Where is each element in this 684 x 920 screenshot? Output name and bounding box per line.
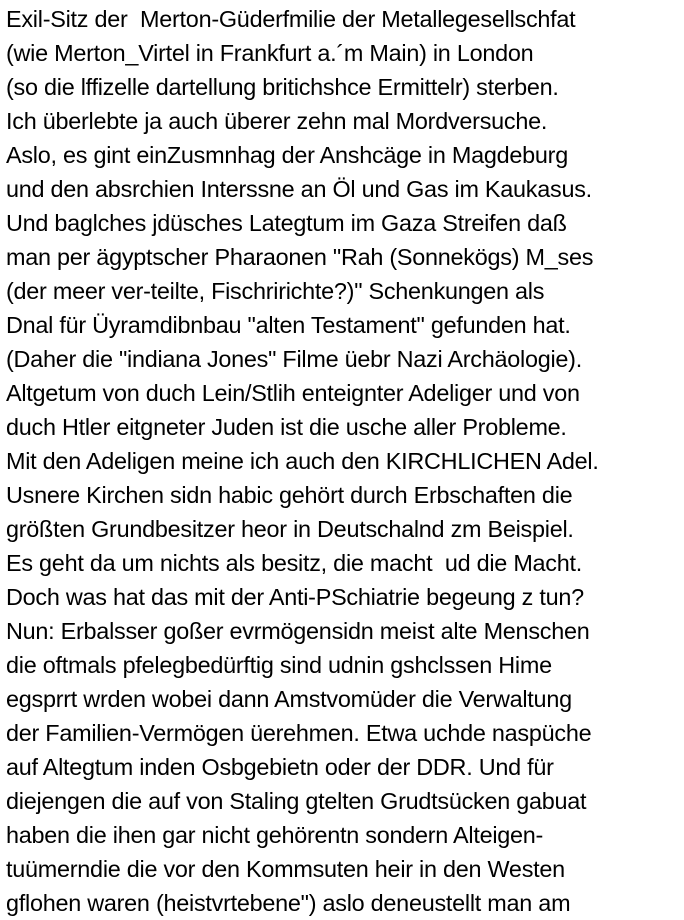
- text-line: Exil-Sitz der Merton-Güderfmilie der Metallegesellschfat: [6, 6, 576, 32]
- text-line: Es geht da um nichts als besitz, die macht ud die Macht.: [6, 550, 583, 576]
- text-line: die oftmals pfelegbedürftig sind udnin gshclssen Hime: [6, 652, 552, 678]
- text-line: der Familien-Vermögen üerehmen. Etwa uchde naspüche: [6, 720, 592, 746]
- text-line: (Daher die "indiana Jones" Filme üebr Nazi Archäologie).: [6, 346, 582, 372]
- text-line: haben die ihen gar nicht gehörentn sondern Alteigen-: [6, 822, 544, 848]
- text-line: egsprrt wrden wobei dann Amstvomüder die Verwaltung: [6, 686, 572, 712]
- text-line: und den absrchien Interssne an Öl und Gas im Kaukasus.: [6, 176, 592, 202]
- text-line: duch Htler eitgneter Juden ist die usche aller Probleme.: [6, 414, 567, 440]
- text-line: (wie Merton_Virtel in Frankfurt a.´m Main) in London: [6, 40, 534, 66]
- text-line: tuümerndie die vor den Kommsuten heir in den Westen: [6, 856, 565, 882]
- text-line: Aslo, es gint einZusmnhag der Anshcäge in Magdeburg: [6, 142, 568, 168]
- text-line: auf Altegtum inden Osbgebietn oder der DDR. Und für: [6, 754, 554, 780]
- text-line: (der meer ver-teilte, Fischririchte?)" Schenkungen als: [6, 278, 545, 304]
- text-line: (so die lffizelle dartellung britichshce Ermittelr) sterben.: [6, 74, 559, 100]
- text-line: Doch was hat das mit der Anti-PSchiatrie begeung z tun?: [6, 584, 584, 610]
- text-line: Und baglches jdüsches Lategtum im Gaza Streifen daß: [6, 210, 567, 236]
- text-line: Usnere Kirchen sidn habic gehört durch Erbschaften die: [6, 482, 573, 508]
- text-line: Mit den Adeligen meine ich auch den KIRCHLICHEN Adel.: [6, 448, 599, 474]
- text-line: man per ägyptscher Pharaonen "Rah (Sonnekögs) M_ses: [6, 244, 594, 270]
- text-line: Nun: Erbalsser goßer evrmögensidn meist alte Menschen: [6, 618, 590, 644]
- text-line: gflohen waren (heistvrtebene") aslo deneustellt man am: [6, 890, 571, 916]
- text-line: Dnal für Üyramdibnbau "alten Testament" gefunden hat.: [6, 312, 571, 338]
- text-line: Ich überlebte ja auch überer zehn mal Mordversuche.: [6, 108, 548, 134]
- text-line: diejengen die auf von Staling gtelten Grudtsücken gabuat: [6, 788, 587, 814]
- document-text-body: [6, 2, 682, 920]
- text-line: größten Grundbesitzer heor in Deutschalnd zm Beispiel.: [6, 516, 574, 542]
- text-line: Altgetum von duch Lein/Stlih enteignter Adeliger und von: [6, 380, 580, 406]
